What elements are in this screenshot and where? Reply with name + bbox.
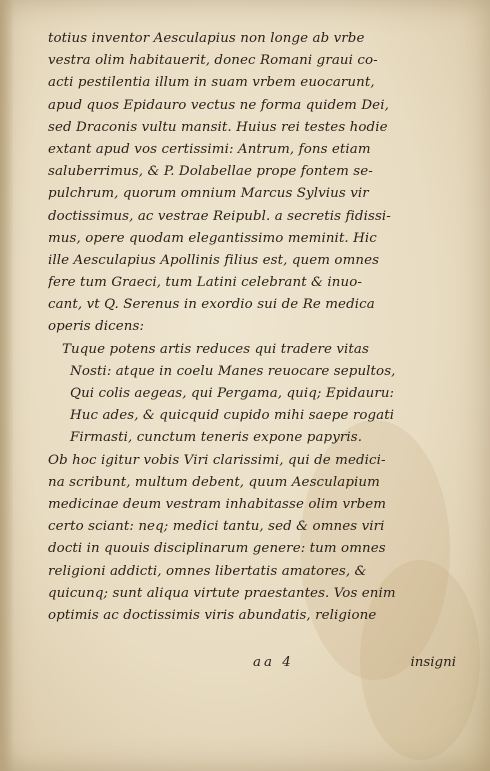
verse-line: Firmasti, cunctum teneris expone papyris. <box>70 430 363 446</box>
text-line: medicinae deum vestram inhabitasse olim vrbem <box>48 496 387 512</box>
text-line: doctissimus, ac vestrae Reipubl. a secretis fidissi- <box>48 208 391 224</box>
verse-quotation <box>48 339 456 450</box>
text-line: Ob hoc igitur vobis Viri clarissimi, qui de medici- <box>48 452 386 468</box>
verse-line: Tuque potens artis reduces qui tradere vitas <box>62 341 369 357</box>
text-line: vestra olim habitauerit, donec Romani graui co- <box>48 53 378 69</box>
text-line: na scribunt, multum debent, quum Aesculapium <box>48 474 380 490</box>
text-line: saluberrimus, & P. Dolabellae prope fontem se- <box>48 164 373 180</box>
text-line: pulchrum, quorum omnium Marcus Sylvius vir <box>48 186 369 202</box>
verse-line: Nosti: atque in coelu Manes reuocare sepultos, <box>70 363 396 379</box>
text-line: quicunq; sunt aliqua virtute praestantes. Vos enim <box>48 585 396 601</box>
catchword: insigni <box>410 655 456 670</box>
text-line: docti in quouis disciplinarum genere: tum omnes <box>48 541 386 557</box>
text-line: apud quos Epidauro vectus ne forma quidem Dei, <box>48 97 389 113</box>
text-line: certo sciant: neq; medici tantu, sed & omnes viri <box>48 519 385 535</box>
text-line: optimis ac doctissimis viris abundatis, religione <box>48 607 377 623</box>
page-gutter <box>0 0 14 771</box>
text-line: acti pestilentia illum in suam vrbem euocarunt, <box>48 75 375 91</box>
closing-paragraph <box>48 450 456 628</box>
text-line: mus, opere quodam elegantissimo meminit. Hic <box>48 230 377 246</box>
page-text <box>48 28 456 627</box>
text-line: sed Draconis vultu mansit. Huius rei testes hodie <box>48 119 388 135</box>
signature-mark: aa 4 <box>253 655 294 670</box>
text-line: operis dicens: <box>48 319 145 335</box>
text-line: religioni addicti, omnes libertatis amatores, & <box>48 563 367 579</box>
verse-line: Huc ades, & quicquid cupido mihi saepe rogati <box>70 408 395 424</box>
text-line: extant apud vos certissimi: Antrum, fons etiam <box>48 141 371 157</box>
page-footer <box>48 652 456 674</box>
verse-line: Qui colis aegeas, qui Pergama, quiq; Epidauru: <box>70 386 395 401</box>
body-paragraph <box>48 28 456 339</box>
text-line: ille Aesculapius Apollinis filius est, quem omnes <box>48 252 380 268</box>
text-line: cant, vt Q. Serenus in exordio sui de Re medica <box>48 297 375 313</box>
text-line: totius inventor Aesculapius non longe ab vrbe <box>48 31 365 46</box>
text-line: fere tum Graeci, tum Latini celebrant & inuo- <box>48 275 363 291</box>
